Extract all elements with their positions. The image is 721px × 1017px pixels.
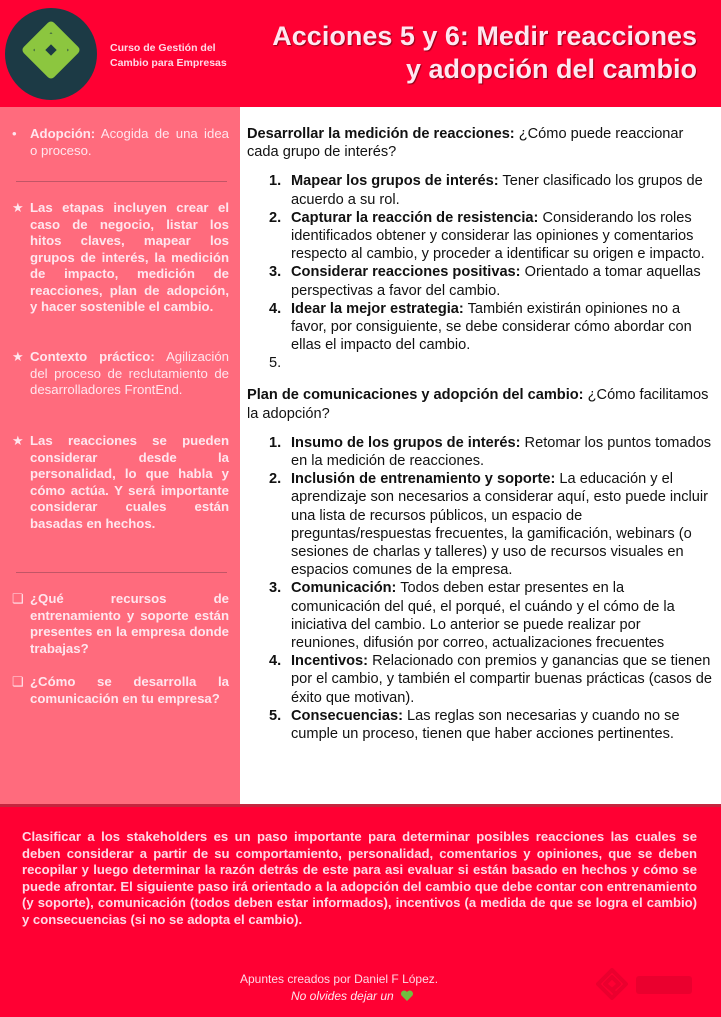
list-item xyxy=(269,209,712,264)
note-text: Las etapas incluyen crear el caso de negocio, listar los hitos claves, mapear los grupos de interés, la medición de impacto, medición de reacciones, plan de adopción, y hacer sostenible el cambio. xyxy=(30,200,229,314)
item-text: También existirán opiniones no a favor, por consiguiente, se debe considerar cómo abordar con ellas el impacto del cambio. xyxy=(291,300,692,354)
author-credit: Apuntes creados por Daniel F López. xyxy=(240,972,439,986)
section-question: ¿Cómo facilitamos la adopción? xyxy=(247,387,709,422)
star-icon: ★ xyxy=(12,200,24,215)
summary-text: Clasificar a los stakeholders es un paso importante para determinar posibles reacciones las cuales se deben considerar a partir de su comportamiento, personalidad, comentarios y opiniones, que se deben recopilar y luego determinar la razón detrás de este para asi evaluar si están basado en hechos y cómo se puede afrontar. El siguiente paso irá orientado a la adopción del cambio que debe contar con entrenamiento (y soporte), comunicación (todos deben estar informados), incentivos (a medida de que se logra el cambio) y consecuencias (si no se adopta el cambio). xyxy=(22,829,697,927)
item-number: 2. xyxy=(269,209,282,226)
item-text: Todos deben estar presentes en la comunicación del qué, el porqué, el cuándo y el cómo de la iniciativa del cambio. Lo anterior se puede realizar por reuniones, difusión por correo, actualizaciones frecuentes xyxy=(291,580,675,652)
divider xyxy=(16,572,227,573)
note-text: Las reacciones se pueden considerar desde la personalidad, lo que habla y cómo actúa. Y será importante considerar cuales están basadas en hechos. xyxy=(30,433,229,531)
main-content-panel xyxy=(240,107,721,804)
item-number: 3. xyxy=(269,264,282,281)
course-name xyxy=(110,41,227,71)
item-title: Considerar reacciones positivas: xyxy=(291,264,521,281)
green-heart-icon xyxy=(400,990,414,1002)
reminder-line xyxy=(291,988,414,1004)
adoption-steps-list xyxy=(269,434,712,743)
sidebar xyxy=(0,107,240,804)
course-line-1: Curso de Gestión del xyxy=(110,42,216,54)
item-number: 2. xyxy=(269,471,282,488)
item-title: Capturar la reacción de resistencia: xyxy=(291,209,539,226)
header xyxy=(0,0,721,107)
list-item xyxy=(269,263,712,299)
section-reactions-heading xyxy=(247,125,712,161)
list-item xyxy=(269,579,712,652)
item-text: Retomar los puntos tomados en la medición de reacciones. xyxy=(291,434,712,470)
item-title: Incentivos: xyxy=(291,653,369,670)
note-item xyxy=(12,349,229,399)
course-line-2: Cambio para Empresas xyxy=(110,57,227,69)
question-text: ¿Cómo se desarrolla la comunicación en tu empresa? xyxy=(30,674,229,706)
section-title: Plan de comunicaciones y adopción del cambio: xyxy=(247,387,584,404)
list-item xyxy=(269,652,712,707)
note-text: Agilización del proceso de reclutamiento de desarrolladores FrontEnd. xyxy=(30,349,229,397)
list-item xyxy=(269,300,712,355)
item-title: Mapear los grupos de interés: xyxy=(291,173,499,190)
question-item xyxy=(12,674,229,707)
page-title xyxy=(272,20,697,86)
item-title: Comunicación: xyxy=(291,580,397,597)
item-text: Considerando los roles identificados obtener y considerar las opiniones y comentarios respecto al cambio, y proceder a identificar su origen e impacto. xyxy=(291,209,705,263)
list-item xyxy=(269,707,712,743)
definition-text: Acogida de una idea o proceso. xyxy=(30,126,229,158)
note-term: Contexto práctico: xyxy=(30,349,155,364)
note-item xyxy=(12,200,229,316)
item-title: Insumo de los grupos de interés: xyxy=(291,434,521,451)
item-text: Orientado a tomar aquellas perspectivas a favor del cambio. xyxy=(291,264,701,299)
section-adoption-heading xyxy=(247,386,712,422)
checkbox-icon: ❏ xyxy=(12,591,24,606)
item-number: 5. xyxy=(269,355,282,372)
definition-term: Adopción: xyxy=(30,126,96,141)
item-number: 5. xyxy=(269,707,282,724)
list-item xyxy=(269,354,712,372)
definition-item xyxy=(12,126,229,159)
item-text: Las reglas son necesarias y cuando no se cumple un proceso, tienen que haber acciones pertinentes. xyxy=(291,707,680,743)
item-text: La educación y el aprendizaje son necesarios a considerar aquí, esto puede incluir una lista de recursos públicos, un espacio de preguntas/respuestas frecuentes, la gamificación, webinars (o sesiones de charlas y talleres) y uso de recursos visuales en espacios comunes de la empresa. xyxy=(291,471,708,579)
bullet-icon: • xyxy=(12,126,17,141)
question-text: ¿Qué recursos de entrenamiento y soporte están presentes en la empresa donde trabajas? xyxy=(30,591,229,656)
question-item xyxy=(12,591,229,657)
title-line-2: y adopción del cambio xyxy=(405,54,697,84)
list-item xyxy=(269,434,712,470)
list-item xyxy=(269,470,712,579)
reactions-steps-list xyxy=(269,172,712,372)
note-item xyxy=(12,433,229,532)
reminder-text: No olvides dejar un xyxy=(291,989,394,1003)
item-number: 1. xyxy=(269,434,282,451)
item-number: 1. xyxy=(269,173,282,190)
item-text: Tener clasificado los grupos de acuerdo a su rol. xyxy=(291,173,703,208)
list-item xyxy=(269,172,712,208)
item-number: 4. xyxy=(269,653,282,670)
item-number: 3. xyxy=(269,580,282,597)
section-question: ¿Cómo puede reaccionar cada grupo de interés? xyxy=(247,126,684,161)
item-text: Relacionado con premios y ganancias que se tienen por el cambio, y también el compartir buenas prácticas (casos de éxito que motivan). xyxy=(291,653,712,706)
checkbox-icon: ❏ xyxy=(12,674,24,689)
platzi-watermark-icon xyxy=(592,966,702,1006)
title-line-1: Acciones 5 y 6: Medir reacciones xyxy=(272,21,697,51)
item-title: Consecuencias: xyxy=(291,707,403,724)
item-title: Inclusión de entrenamiento y soporte: xyxy=(291,471,556,488)
item-number: 4. xyxy=(269,300,282,317)
star-icon: ★ xyxy=(12,349,24,364)
divider xyxy=(16,181,227,182)
star-icon: ★ xyxy=(12,433,24,448)
platzi-logo-icon xyxy=(5,8,97,100)
item-title: Idear la mejor estrategia: xyxy=(291,300,464,317)
section-title: Desarrollar la medición de reacciones: xyxy=(247,126,515,142)
